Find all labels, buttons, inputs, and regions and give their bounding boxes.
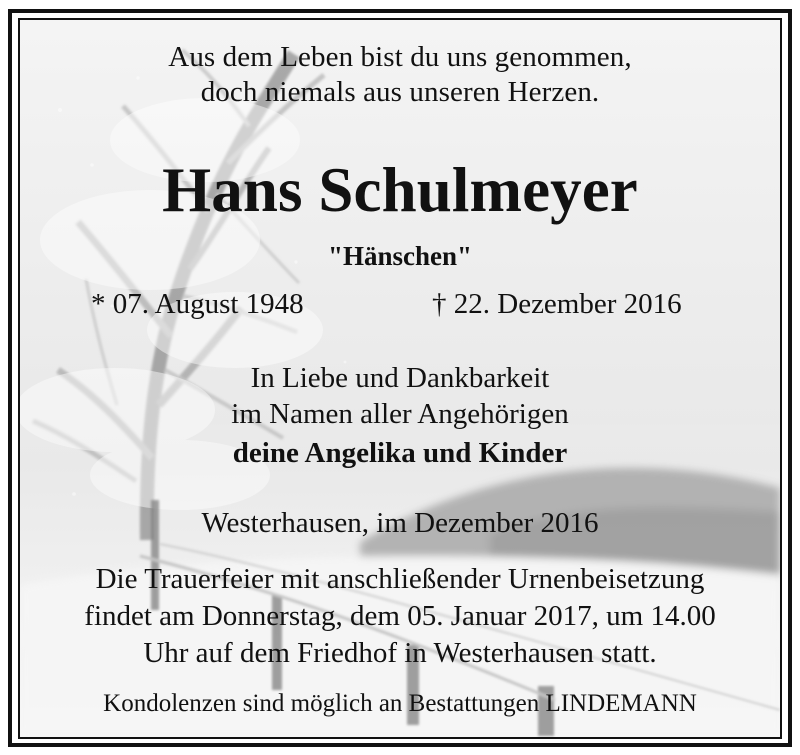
place-and-date: Westerhausen, im Dezember 2016 xyxy=(201,507,599,539)
nickname: "Hänschen" xyxy=(327,241,472,271)
dedication-line-2: im Namen aller Angehörigen xyxy=(231,398,569,430)
dedication-line-1: In Liebe und Dankbarkeit xyxy=(250,362,550,394)
signed-by: deine Angelika und Kinder xyxy=(232,437,568,469)
condolences-note: Kondolenzen sind möglich an Bestattungen LINDEMANN xyxy=(103,690,697,717)
birth-date: * 07. August 1948 xyxy=(91,288,304,320)
service-line-2: findet am Donnerstag, dem 05. Januar 2017, um 14.00 xyxy=(84,600,716,632)
service-line-1: Die Trauerfeier mit anschließender Urnenbeisetzung xyxy=(95,563,705,595)
death-date: † 22. Dezember 2016 xyxy=(432,288,682,320)
service-line-3: Uhr auf dem Friedhof in Westerhausen statt. xyxy=(143,637,657,669)
motto-line-2: doch niemals aus unseren Herzen. xyxy=(200,76,600,108)
motto-line-1: Aus dem Leben bist du uns genommen, xyxy=(168,41,632,73)
deceased-name: Hans Schulmeyer xyxy=(162,155,638,225)
